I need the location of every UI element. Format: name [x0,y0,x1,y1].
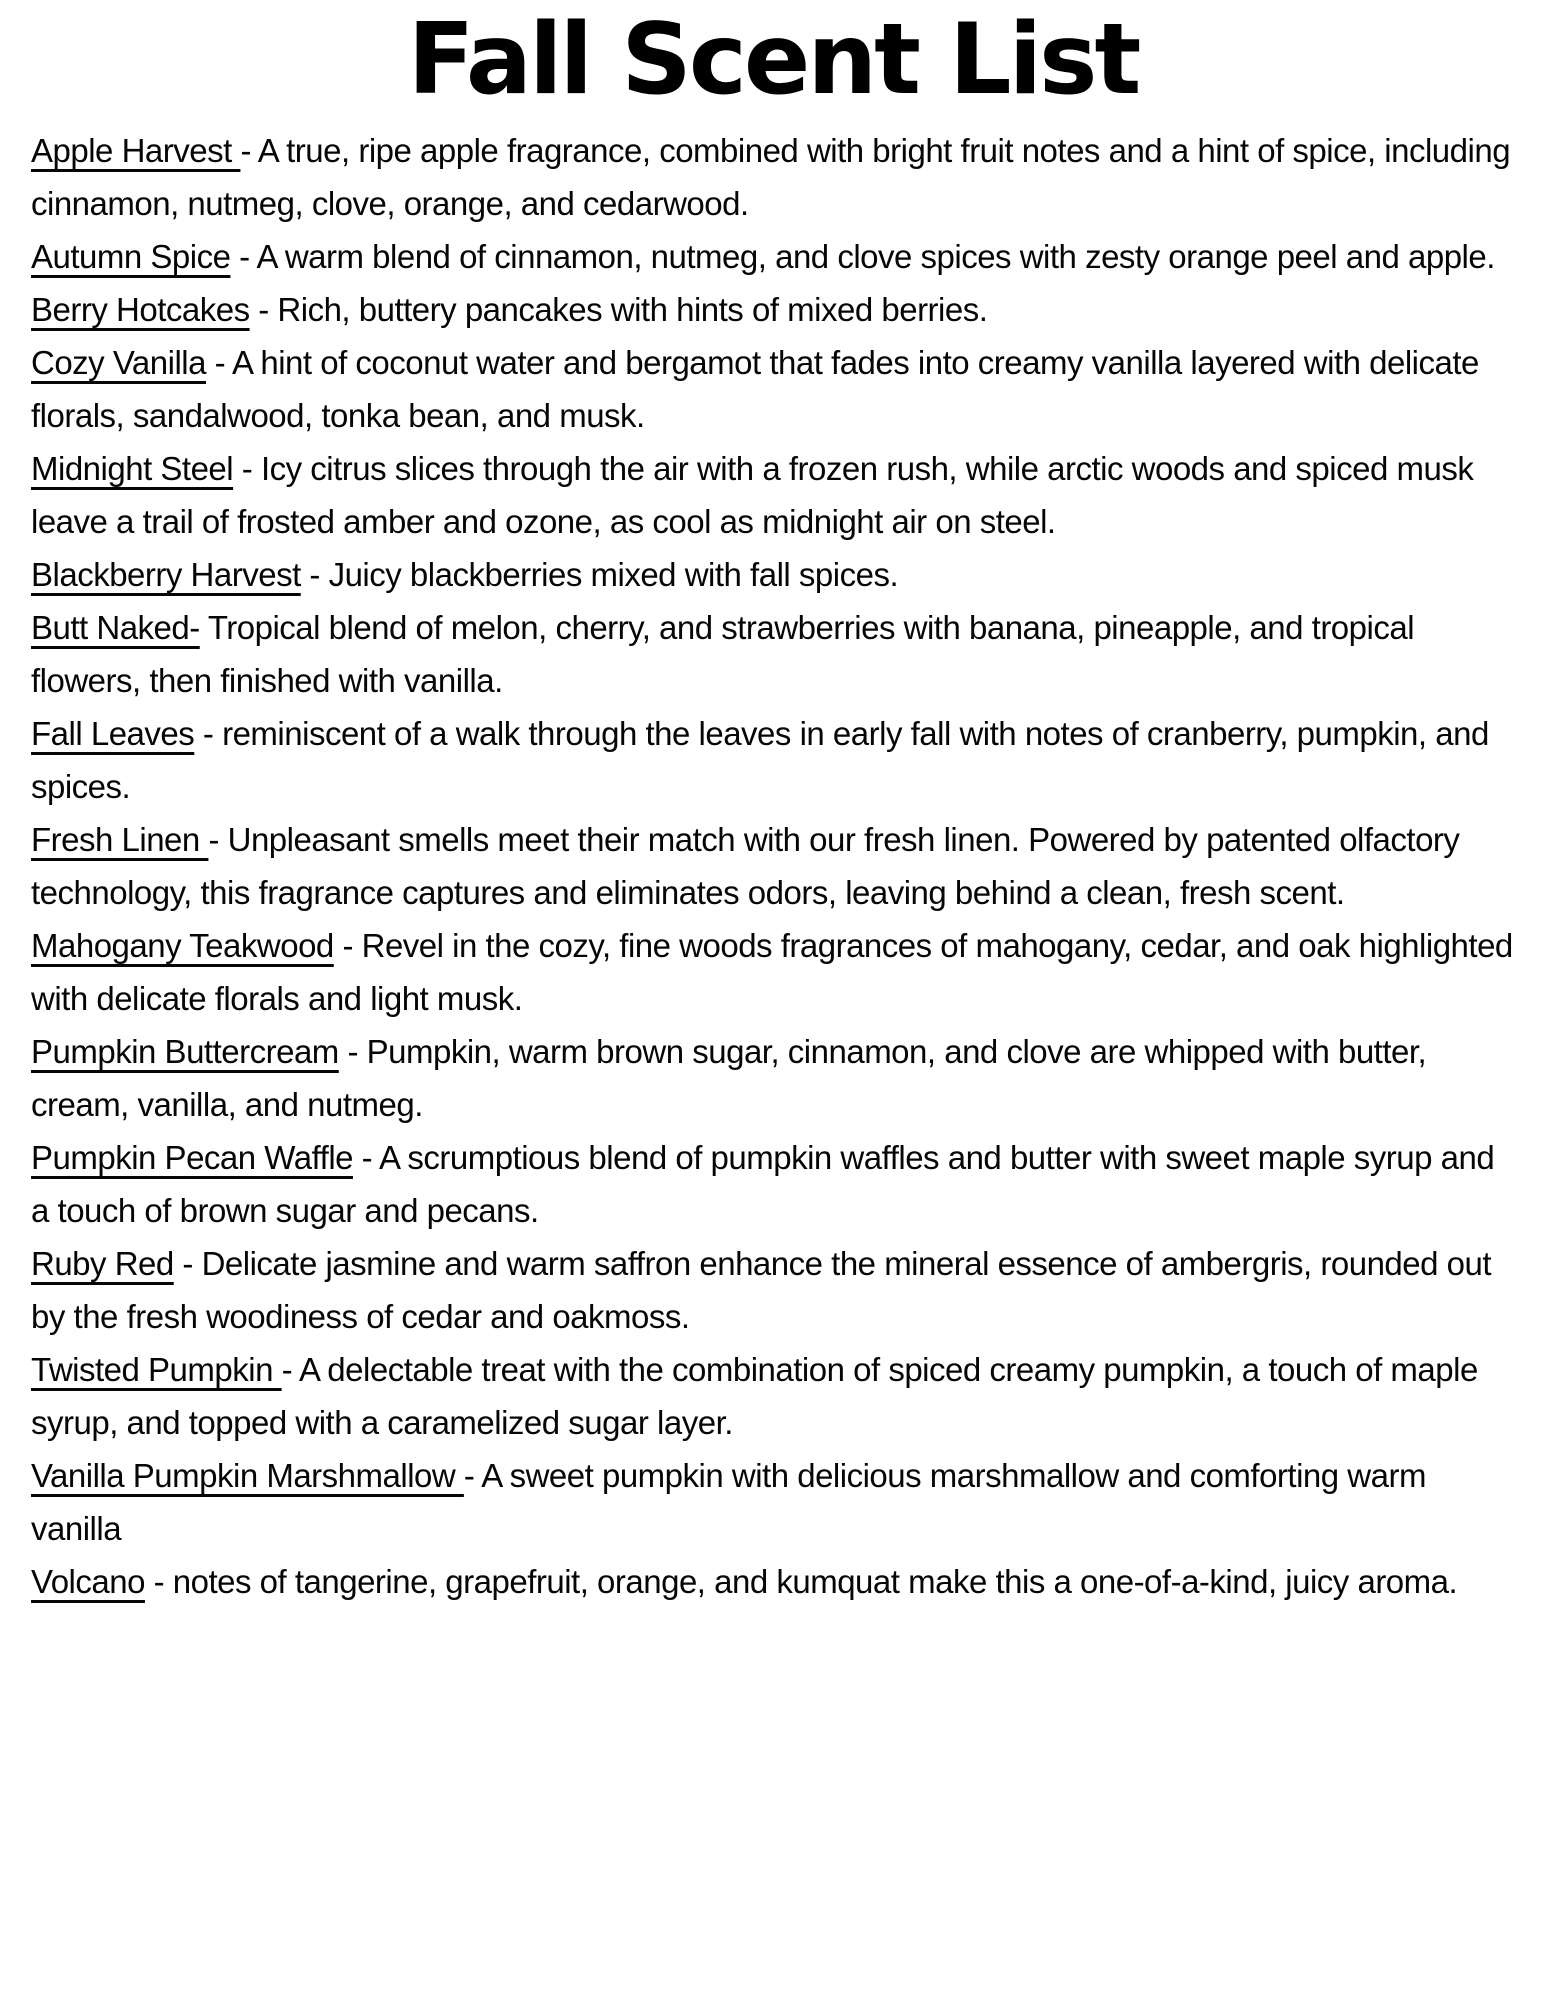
scent-entry [31,1555,1515,1608]
scent-description: Rich, buttery pancakes with hints of mixed berries. [277,290,988,328]
scent-entry [31,1449,1515,1555]
scent-name: Fresh Linen [31,820,209,858]
scent-name: Ruby Red [31,1244,174,1282]
scent-description: reminiscent of a walk through the leaves in early fall with notes of cranberry, pumpkin, and spices. [31,714,1498,805]
scent-separator: - [281,1350,299,1388]
scent-name: Blackberry Harvest [31,555,301,593]
scent-name: Butt Naked- [31,608,200,646]
scent-description: notes of tangerine, grapefruit, orange, and kumquat make this a one-of-a-kind, juicy aroma. [172,1562,1458,1600]
scent-description: Icy citrus slices through the air with a frozen rush, while arctic woods and spiced musk leave a trail of frosted amber and ozone, as cool as midnight air on steel. [31,449,1482,540]
scent-separator: - [353,1138,380,1176]
scent-entry [31,283,1515,336]
scent-separator: - [300,555,329,593]
scent-description: Revel in the cozy, fine woods fragrances of mahogany, cedar, and oak highlighted with delicate florals and light musk. [31,926,1522,1017]
scent-entry [31,336,1515,442]
scent-name: Fall Leaves [31,714,195,752]
scent-description: A delectable treat with the combination of spiced creamy pumpkin, a touch of maple syrup, and topped with a caramelized sugar layer. [31,1350,1487,1441]
scent-description: A scrumptious blend of pumpkin waffles and butter with sweet maple syrup and a touch of brown sugar and pecans. [31,1138,1503,1229]
scent-description: Delicate jasmine and warm saffron enhance the mineral essence of ambergris, rounded out by the fresh woodiness of cedar and oakmoss. [31,1244,1500,1335]
scent-separator: - [205,343,232,381]
scent-description: A hint of coconut water and bergamot that fades into creamy vanilla layered with delicate florals, sandalwood, tonka bean, and musk. [31,343,1488,434]
scent-separator: - [144,1562,173,1600]
scent-description: Tropical blend of melon, cherry, and strawberries with banana, pineapple, and tropical flowers, then finished with vanilla. [31,608,1423,699]
scent-entry [31,1131,1515,1237]
scent-entry [31,601,1515,707]
scent-entry [31,813,1515,919]
scent-list [31,124,1522,1608]
scent-description: Juicy blackberries mixed with fall spices. [328,555,899,593]
scent-separator: - [208,820,228,858]
scent-separator: - [173,1244,202,1282]
scent-name: Volcano [31,1562,145,1600]
scent-separator: - [463,1456,482,1494]
scent-name: Cozy Vanilla [31,343,206,381]
scent-name: Twisted Pumpkin [31,1350,282,1388]
scent-separator: - [194,714,223,752]
scent-entry [31,1343,1515,1449]
scent-entry [31,230,1515,283]
scent-separator: - [333,926,362,964]
scent-name: Vanilla Pumpkin Marshmallow [31,1456,464,1494]
scent-description: A warm blend of cinnamon, nutmeg, and clove spices with zesty orange peel and apple. [256,237,1495,275]
scent-description: A true, ripe apple fragrance, combined with bright fruit notes and a hint of spice, including cinnamon, nutmeg, clove, orange, and cedarwood. [31,131,1519,222]
scent-entry [31,919,1522,1025]
scent-name: Apple Harvest [31,131,241,169]
scent-entry [31,124,1519,230]
scent-separator: - [249,290,278,328]
scent-separator: - [240,131,258,169]
scent-separator: - [338,1032,367,1070]
scent-name: Midnight Steel [31,449,234,487]
scent-separator [200,609,208,646]
scent-entry [31,548,1515,601]
scent-entry [31,707,1515,813]
scent-description: Pumpkin, warm brown sugar, cinnamon, and clove are whipped with butter, cream, vanilla, and nutmeg. [31,1032,1435,1123]
scent-separator: - [233,449,261,487]
scent-name: Autumn Spice [31,237,231,275]
scent-entry [31,442,1515,548]
scent-name: Pumpkin Pecan Waffle [31,1138,353,1176]
scent-name: Berry Hotcakes [31,290,250,328]
scent-name: Pumpkin Buttercream [31,1032,339,1070]
scent-description: A sweet pumpkin with delicious marshmallow and comforting warm vanilla [31,1456,1435,1547]
page-title: Fall Scent List [407,3,1139,117]
scent-name: Mahogany Teakwood [31,926,334,964]
scent-entry [31,1025,1515,1131]
scent-entry [31,1237,1515,1343]
scent-separator: - [230,237,257,275]
scent-description: Unpleasant smells meet their match with our fresh linen. Powered by patented olfactory technology, this fragrance captures and eliminates odors, leaving behind a clean, fresh scent. [31,820,1469,911]
